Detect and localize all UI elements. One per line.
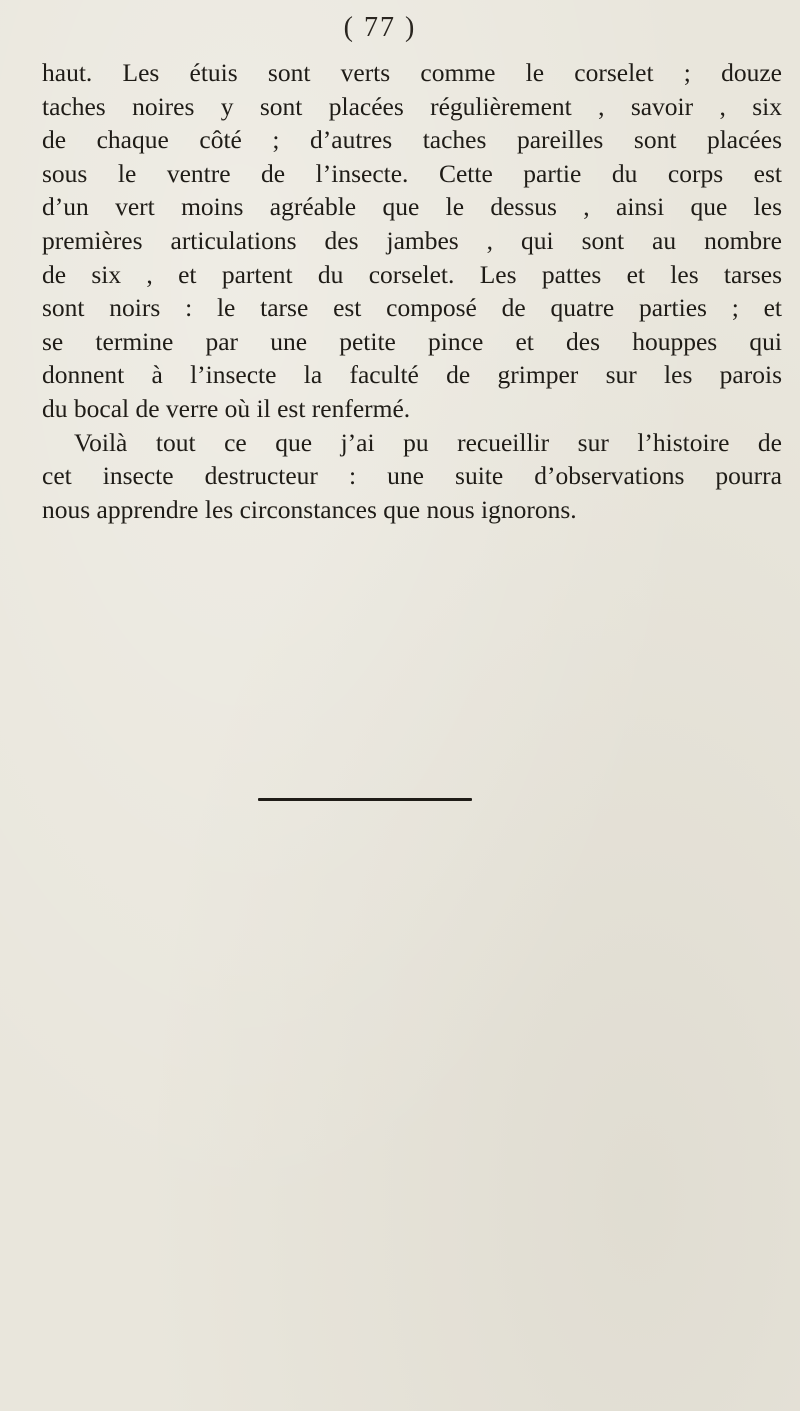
page-number: ( 77 ) — [343, 12, 417, 43]
text-line: nous apprendre les circonstances que nous ignorons. — [42, 494, 577, 524]
text-line: se termine par une petite pince et des houppes qui — [42, 326, 782, 356]
text-line: de chaque côté ; d’autres taches pareilles sont placées — [42, 125, 782, 155]
section-divider — [258, 798, 472, 801]
text-line: cet insecte destructeur : une suite d’observations pourra — [42, 461, 782, 491]
text-line: taches noires y sont placées régulièrement , savoir , six — [42, 91, 782, 121]
text-line: sous le ventre de l’insecte. Cette partie du corps est — [42, 158, 782, 188]
text-line: premières articulations des jambes , qui sont au nombre — [42, 225, 782, 255]
text-line: donnent à l’insecte la faculté de grimper sur les parois — [42, 360, 782, 390]
text-line: du bocal de verre où il est renfermé. — [42, 393, 411, 423]
text-line: sont noirs : le tarse est composé de quatre parties ; et — [42, 293, 782, 323]
text-line: d’un vert moins agréable que le dessus , ainsi que les — [42, 192, 782, 222]
text-line: Voilà tout ce que j’ai pu recueillir sur l’histoire de — [74, 427, 782, 457]
body-text — [42, 56, 782, 526]
text-line: de six , et partent du corselet. Les pattes et les tarses — [42, 259, 782, 289]
text-line: haut. Les étuis sont verts comme le corselet ; douze — [42, 58, 782, 87]
